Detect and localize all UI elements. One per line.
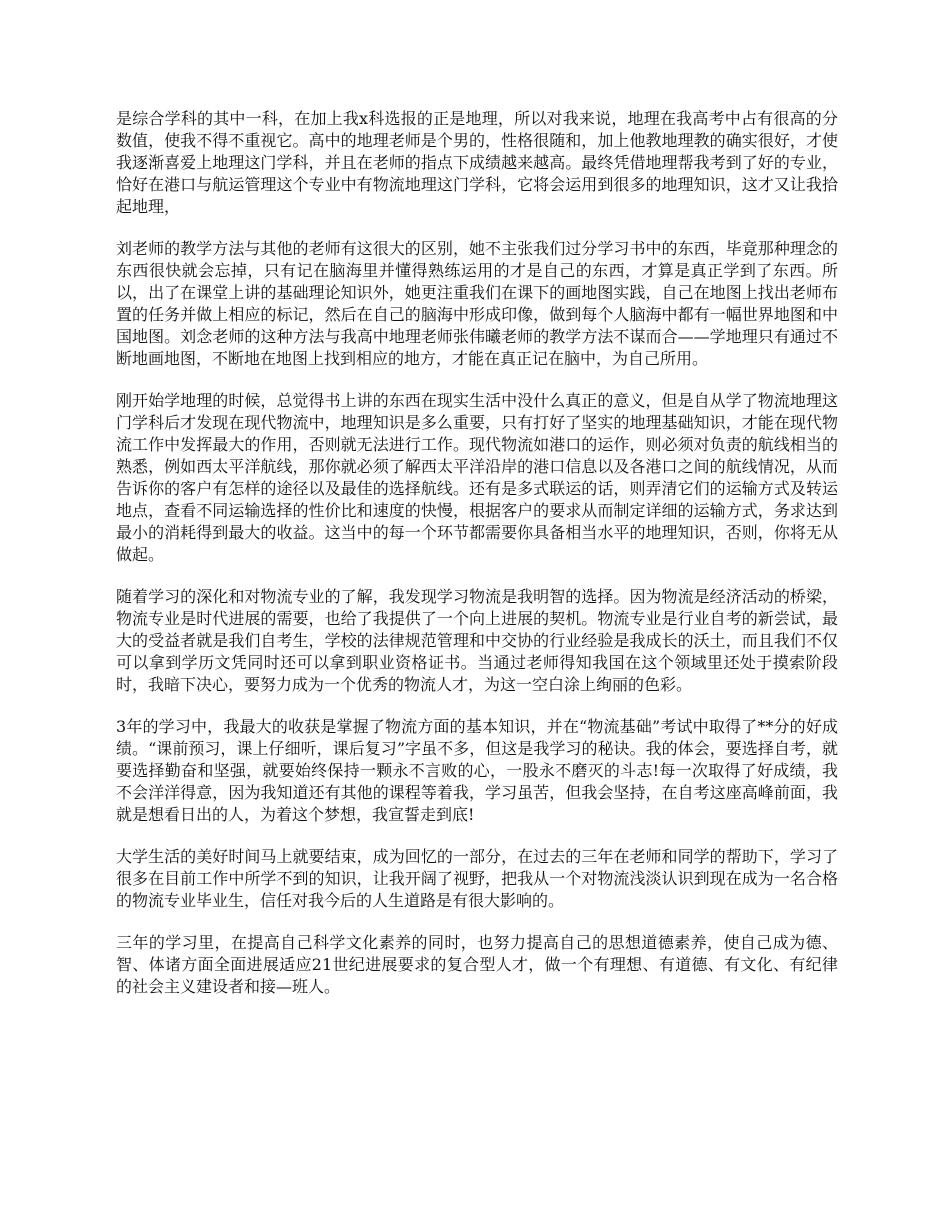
paragraph-4: 随着学习的深化和对物流专业的了解，我发现学习物流是我明智的选择。因为物流是经济活动的桥梁，物流专业是时代进展的需要，也给了我提供了一个向上进展的契机。物流专业是行业自考的新尝试，最大的受益者就是我们自考生，学校的法律规范管理和中交协的行业经验是我成长的沃土，而且我们不仅可以拿到学历文凭同时还可以拿到职业资格证书。当通过老师得知我国在这个领域里还处于摸索阶段时，我暗下决心，要努力成为一个优秀的物流人才，为这一空白涂上绚丽的色彩。	[116, 587, 838, 694]
paragraph-3: 刚开始学地理的时候，总觉得书上讲的东西在现实生活中没什么真正的意义，但是自从学了物流地理这门学科后才发现在现代物流中，地理知识是多么重要，只有打好了坚实的地理基础知识，才能在现代物流工作中发挥最大的作用，否则就无法进行工作。现代物流如港口的运作，则必须对负责的航线相当的熟悉，例如西太平洋航线，那你就必须了解西太平洋沿岸的港口信息以及各港口之间的航线情况，从而告诉你的客户有怎样的途径以及最佳的选择航线。还有是多式联运的话，则弄清它们的运输方式及转运地点，查看不同运输选择的性价比和速度的快慢，根据客户的要求从而制定详细的运输方式，务求达到最小的消耗得到最大的收益。这当中的每一个环节都需要你具备相当水平的地理知识，否则，你将无从做起。	[116, 391, 838, 564]
paragraph-7: 三年的学习里，在提高自己科学文化素养的同时，也努力提高自己的思想道德素养，使自己成为德、智、体诸方面全面进展适应21世纪进展要求的复合型人才，做一个有理想、有道德、有文化、有纪律的社会主义建设者和接—班人。	[116, 933, 838, 996]
paragraph-2: 刘老师的教学方法与其他的老师有这很大的区别，她不主张我们过分学习书中的东西，毕竟那种理念的东西很快就会忘掉，只有记在脑海里并懂得熟练运用的才是自己的东西，才算是真正学到了东西。所以，出了在课堂上讲的基础理论知识外，她更注重我们在课下的画地图实践，自己在地图上找出老师布置的任务并做上相应的标记，然后在自己的脑海中形成印像，做到每个人脑海中都有一幅世界地图和中国地图。刘念老师的这种方法与我高中地理老师张伟曦老师的教学方法不谋而合——学地理只有通过不断地画地图，不断地在地图上找到相应的地方，才能在真正记在脑中，为自己所用。	[116, 239, 838, 368]
paragraph-5: 3年的学习中，我最大的收获是掌握了物流方面的基本知识，并在“物流基础”考试中取得了**分的好成绩。“课前预习，课上仔细听，课后复习”字虽不多，但这是我学习的秘诀。我的体会，要选择自考，就要选择勤奋和坚强，就要始终保持一颗永不言败的心，一股永不磨灭的斗志!每一次取得了好成绩，我不会洋洋得意，因为我知道还有其他的课程等着我，学习虽苦，但我会坚持，在自考这座高峰前面，我就是想看日出的人，为着这个梦想，我宣誓走到底!	[116, 717, 838, 824]
paragraph-1: 是综合学科的其中一科，在加上我x科选报的正是地理，所以对我来说，地理在我高考中占有很高的分数值，使我不得不重视它。高中的地理老师是个男的，性格很随和，加上他教地理教的确实很好，才使我逐渐喜爱上地理这门学科，并且在老师的指点下成绩越来越高。最终凭借地理帮我考到了好的专业，恰好在港口与航运管理这个专业中有物流地理这门学科，它将会运用到很多的地理知识，这才又让我拾起地理，	[116, 109, 838, 216]
paragraph-6: 大学生活的美好时间马上就要结束，成为回忆的一部分，在过去的三年在老师和同学的帮助下，学习了很多在目前工作中所学不到的知识，让我开阔了视野，把我从一个对物流浅淡认识到现在成为一名合格的物流专业毕业生，信任对我今后的人生道路是有很大影响的。	[116, 847, 838, 910]
document-body	[116, 108, 838, 1018]
